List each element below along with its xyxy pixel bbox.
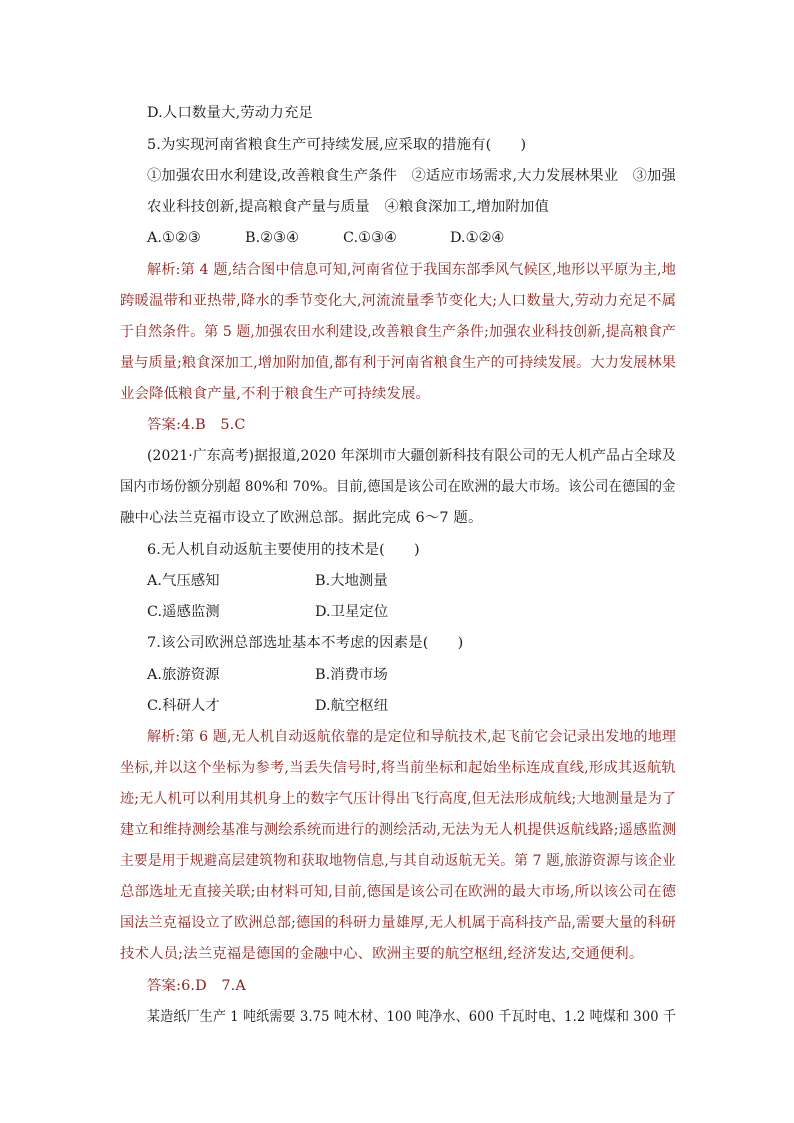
q6-option-d: D.卫星定位 <box>315 604 389 620</box>
analysis2-line-1: 解析:第 6 题,无人机自动返航依靠的是定位和导航技术,起飞前它会记录出发地的地理 <box>147 729 677 745</box>
answer2: 答案:6.D 7.A <box>147 978 246 994</box>
q5-option-b: B.②③④ <box>245 230 299 246</box>
q5-items-line2: 农业科技创新,提高粮食产量与质量 ④粮食深加工,增加附加值 <box>147 199 550 215</box>
analysis1-line-2: 跨暖温带和亚热带,降水的季节变化大,河流流量季节变化大;人口数量大,劳动力充足不属 <box>120 293 677 309</box>
analysis2-line-7: 国法兰克福设立了欧洲总部;德国的科研力量雄厚,无人机属于高科技产品,需要大量的科研 <box>120 915 677 931</box>
q7-stem: 7.该公司欧洲总部选址基本不考虑的因素是( ) <box>147 635 464 651</box>
passage3-line-1: 某造纸厂生产 1 吨纸需要 3.75 吨木材、100 吨净水、600 千瓦时电、1.2 吨煤和 300 千 <box>147 1009 677 1025</box>
q7-option-b: B.消费市场 <box>315 667 388 683</box>
q7-option-a: A.旅游资源 <box>147 667 220 683</box>
analysis1-line-1: 解析:第 4 题,结合图中信息可知,河南省位于我国东部季风气候区,地形以平原为主,地 <box>147 262 677 278</box>
analysis2-line-3: 迹;无人机可以利用其机身上的数字气压计得出飞行高度,但无法形成航线;大地测量是为了 <box>120 791 677 807</box>
q5-option-c: C.①③④ <box>343 230 397 246</box>
q6-stem: 6.无人机自动返航主要使用的技术是( ) <box>147 542 420 558</box>
q6-option-c: C.遥感监测 <box>147 604 220 620</box>
analysis2-line-8: 技术人员;法兰克福是德国的金融中心、欧洲主要的航空枢纽,经济发达,交通便利。 <box>120 946 644 962</box>
passage2-line-2: 国内市场份额分别超 80%和 70%。目前,德国是该公司在欧洲的最大市场。该公司在德国的金 <box>120 479 676 495</box>
q5-stem: 5.为实现河南省粮食生产可持续发展,应采取的措施有( ) <box>147 137 527 153</box>
analysis2-line-5: 主要是用于规避高层建筑物和获取地物信息,与其自动返航无关。第 7 题,旅游资源与该企业 <box>120 853 676 869</box>
passage2-line-1: (2021·广东高考)据报道,2020 年深圳市大疆创新科技有限公司的无人机产品占全球及 <box>147 448 676 464</box>
answer1: 答案:4.B 5.C <box>147 417 246 433</box>
analysis2-line-6: 总部选址无直接关联;由材料可知,目前,德国是该公司在欧洲的最大市场,所以该公司在德 <box>120 884 677 900</box>
q7-option-c: C.科研人才 <box>147 698 220 714</box>
q7-option-d: D.航空枢纽 <box>315 698 389 714</box>
analysis1-line-3: 于自然条件。第 5 题,加强农田水利建设,改善粮食生产条件;加强农业科技创新,提高粮食产 <box>120 324 676 340</box>
q5-items-line1: ①加强农田水利建设,改善粮食生产条件 ②适应市场需求,大力发展林果业 ③加强 <box>147 168 676 184</box>
analysis1-line-5: 业会降低粮食产量,不利于粮食生产可持续发展。 <box>120 386 431 402</box>
q4-option-d: D.人口数量大,劳动力充足 <box>147 105 314 121</box>
q6-option-a: A.气压感知 <box>147 573 220 589</box>
q5-option-a: A.①②③ <box>147 230 201 246</box>
analysis1-line-4: 量与质量;粮食深加工,增加附加值,都有利于河南省粮食生产的可持续发展。大力发展林果 <box>120 355 677 371</box>
q5-option-d: D.①②④ <box>450 230 505 246</box>
q6-option-b: B.大地测量 <box>315 573 388 589</box>
analysis2-line-2: 坐标,并以这个坐标为参考,当丢失信号时,将当前坐标和起始坐标连成直线,形成其返航轨 <box>120 760 676 776</box>
passage2-line-3: 融中心法兰克福市设立了欧洲总部。据此完成 6～7 题。 <box>120 510 483 526</box>
analysis2-line-4: 建立和维持测绘基准与测绘系统而进行的测绘活动,无法为无人机提供返航线路;遥感监测 <box>120 822 677 838</box>
